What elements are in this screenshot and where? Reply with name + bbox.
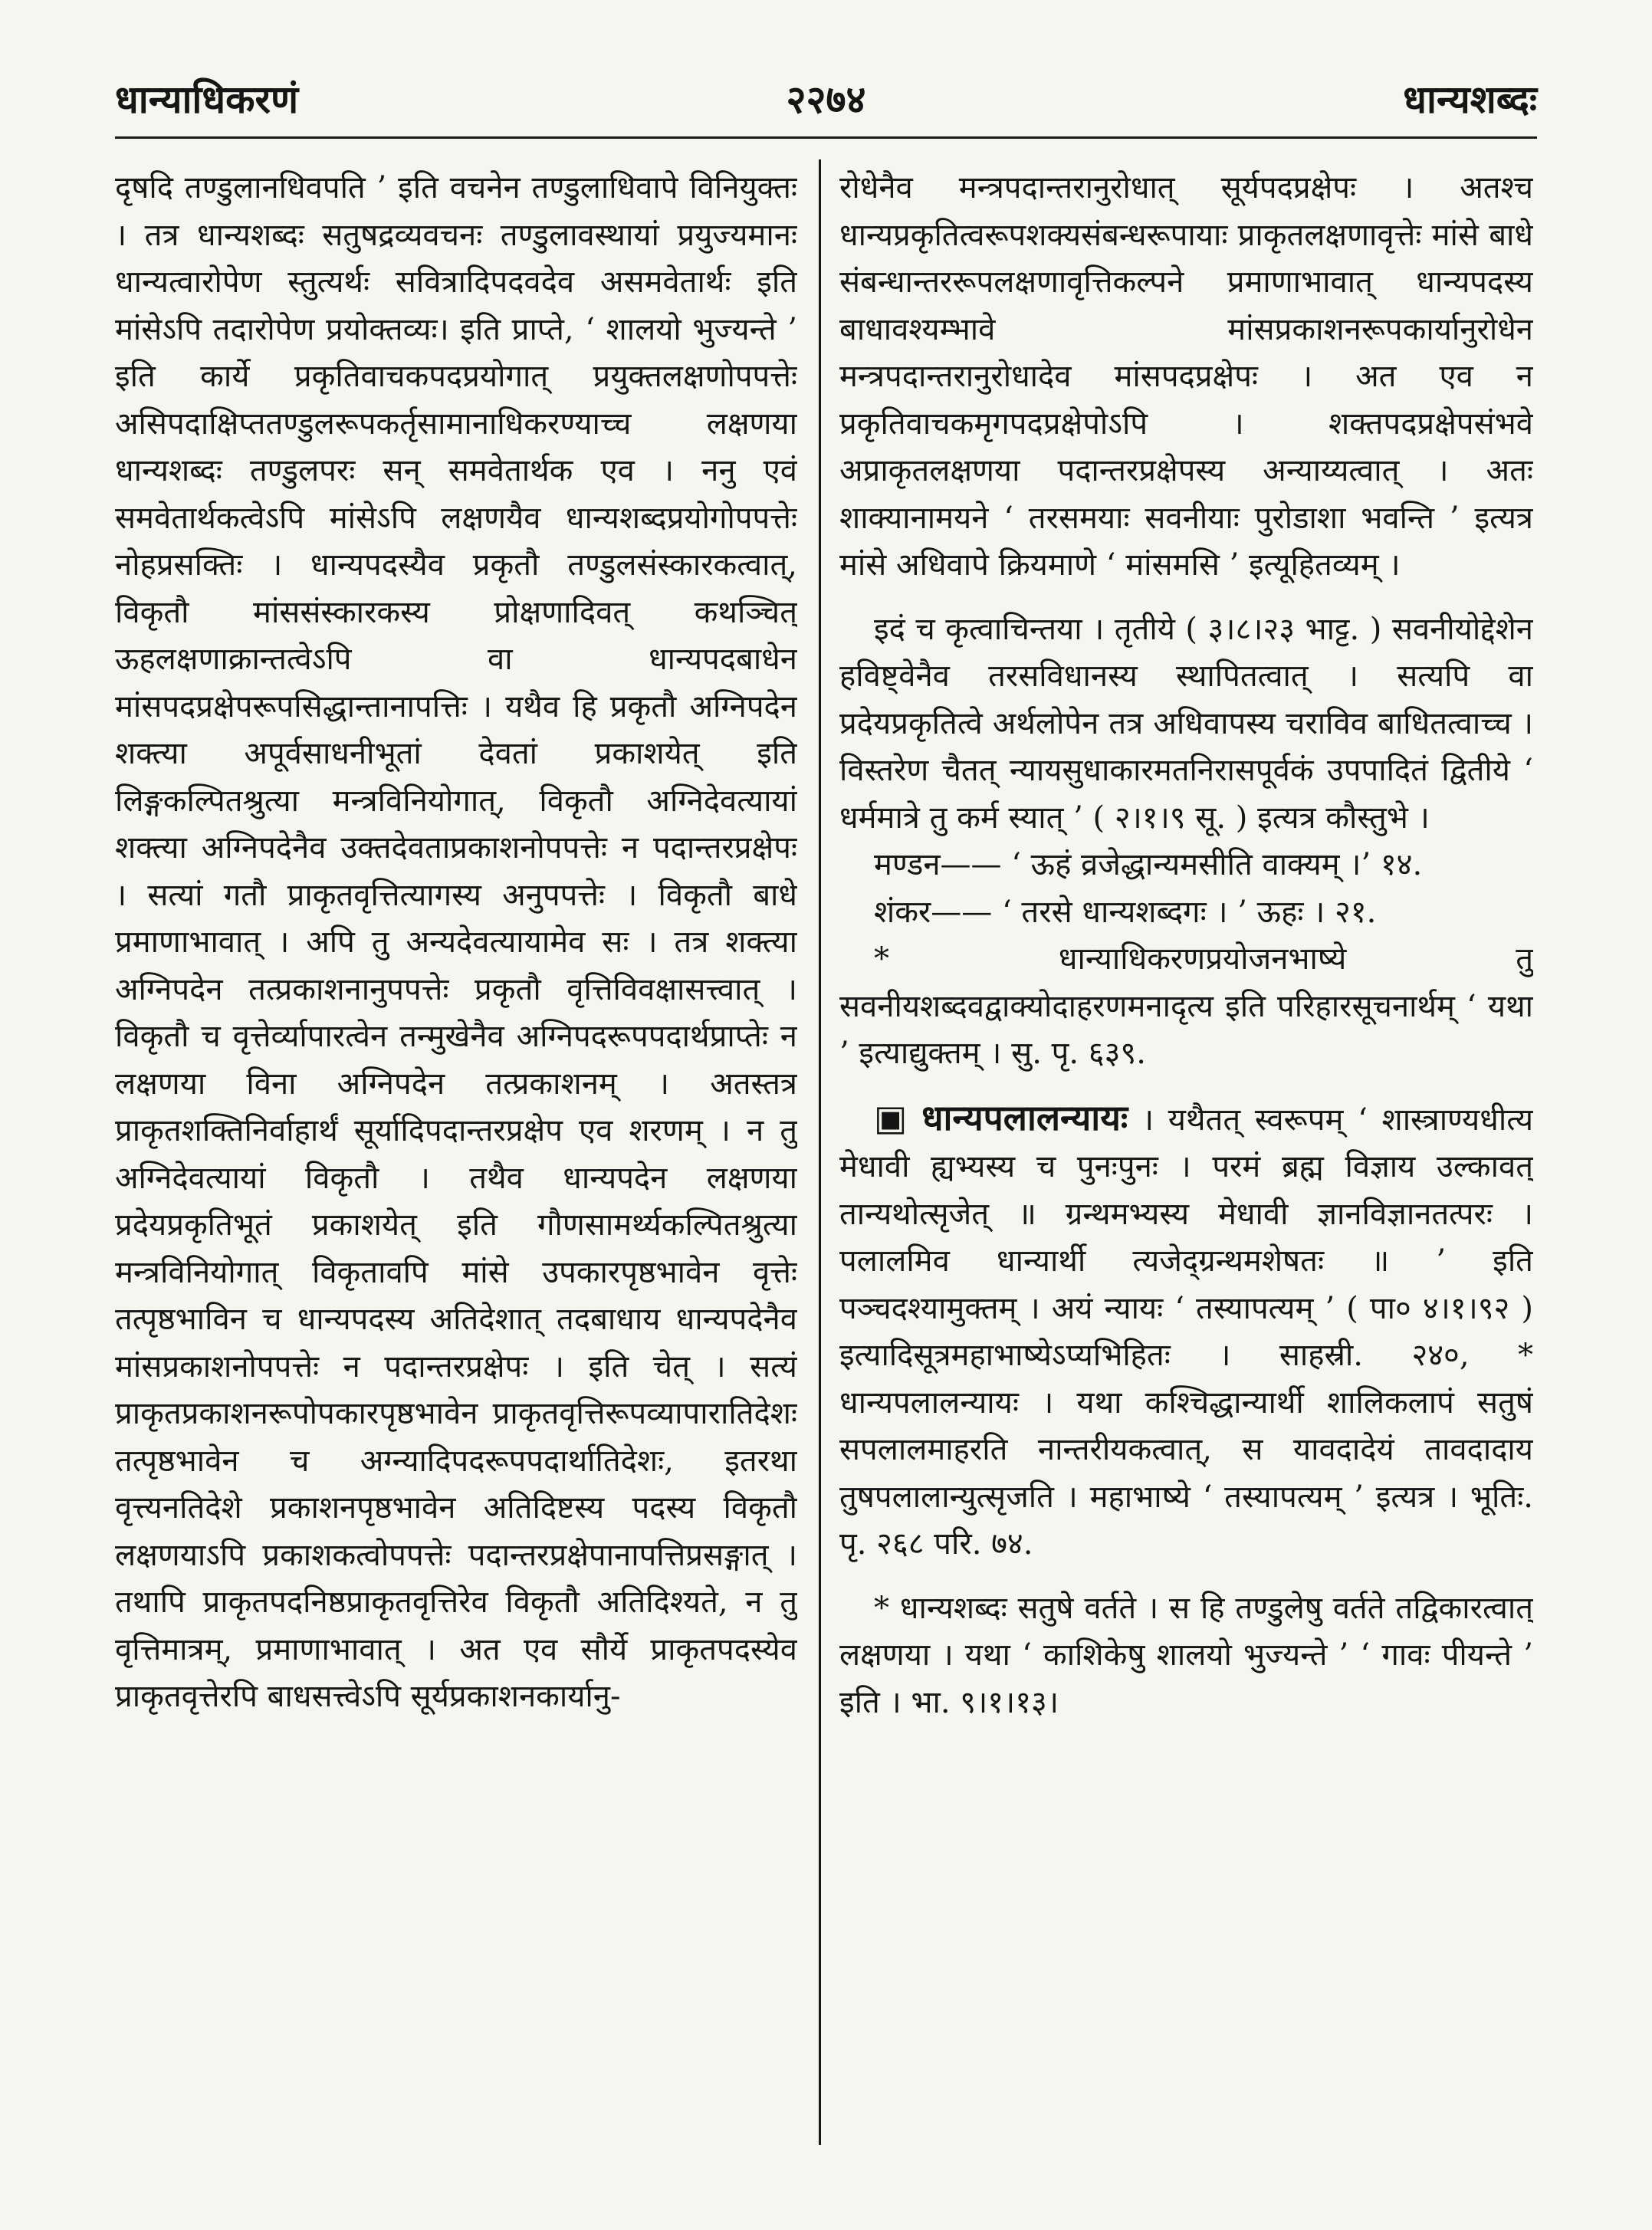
right-paragraph-1: रोधेनैव मन्त्रपदान्तरानुरोधात् सूर्यपदप्रक्षेपः । अतश्च धान्यप्रकृतित्वरूपशक्यसंबन्धरूपायाः प्राकृतलक्षणावृत्तेः मांसे बाधे संबन्धान्तररूपलक्षणावृत्तिकल्पने प्रमाणाभावात् धान्यपदस्य बाधावश्यम्भावे मांसप्रकाशनरूपकार्यानुरोधेन मन्त्रपदान्तरानुरोधादेव मांसपदप्रक्षेपः । अत एव न प्रकृतिवाचकमृगपदप्रक्षेपोऽपि । शक्तपदप्रक्षेपसंभवे अप्राकृतलक्षणया पदान्तरप्रक्षेपस्य अन्याय्यत्वात् । अतः शाक्यानामयने ‘ तरसमयाः सवनीयाः पुरोडाशा भवन्ति ’ इत्यत्र मांसे अधिवापे क्रियमाणे ‘ मांसमसि ’ इत्यूहितव्यम् । [839, 170, 1533, 583]
section-mark-icon: ▣ [874, 1096, 908, 1138]
page-header [115, 73, 1537, 134]
reference-mandana: मण्डन—— ‘ ऊहं व्रजेद्धान्यमसीति वाक्यम् ।’ १४. [874, 847, 1423, 882]
reference-shankara: शंकर—— ‘ तरसे धान्यशब्दगः । ’ ऊहः । २१. [874, 894, 1377, 930]
column-divider [819, 159, 821, 2145]
right-column [839, 165, 1533, 2143]
nyaya-title: धान्यपलालन्यायः [921, 1096, 1128, 1138]
right-paragraph-5: * धान्यशब्दः सतुषे वर्तते । स हि तण्डुलेषु वर्तते तद्विकारत्वात् लक्षणया । यथा ‘ काशिकेषु शालयो भुज्यन्ते ’ ‘ गावः पीयन्ते ’ इति । भा. ९।१।१३। [839, 1590, 1533, 1720]
header-rule [115, 136, 1537, 139]
header-left-title: धान्याधिकरणं [115, 77, 299, 122]
nyaya-body: । यथैतत् स्वरूपम् ‘ शास्त्राण्यधीत्य मेधावी ह्यभ्यस्य च पुनःपुनः । परमं ब्रह्म विज्ञाय उल्कावत् तान्यथोत्सृजेत् ॥ ग्रन्थमभ्यस्य मेधावी ज्ञानविज्ञानतत्परः । पलालमिव धान्यार्थी त्यजेद्ग्रन्थमशेषतः ॥ ’ इति पञ्चदश्यामुक्तम् । अयं न्यायः ‘ तस्यापत्यम् ’ ( पा० ४।१।९२ ) इत्यादिसूत्रमहाभाष्येऽप्यभिहितः । साहस्री. २४०, * धान्यपलालन्यायः । यथा कश्चिद्धान्यार्थी शालिकलापं सतुषं सपलालमाहरति नान्तरीयकत्वात्, स यावदादेयं तावदादाय तुषपलालान्युत्सृजति । महाभाष्ये ‘ तस्यापत्यम् ’ इत्यत्र । भूतिः. पृ. २६८ परि. ७४. [839, 1102, 1533, 1562]
page-number: २२७४ [786, 77, 866, 122]
left-column [115, 165, 797, 2143]
left-paragraph-1: दृषदि तण्डुलानधिवपति ’ इति वचनेन तण्डुलाधिवापे विनियुक्तः । तत्र धान्यशब्दः सतुषद्रव्यवचनः तण्डुलावस्थायां प्रयुज्यमानः धान्यत्वारोपेण स्तुत्यर्थः सवित्रादिपदवदेव असमवेतार्थः इति मांसेऽपि तदारोपेण प्रयोक्तव्यः। इति प्राप्ते, ‘ शालयो भुज्यन्ते ’ इति कार्ये प्रकृतिवाचकपदप्रयोगात् प्रयुक्तलक्षणोपपत्तेः असिपदाक्षिप्ततण्डुलरूपकर्तृसामानाधिकरण्याच्च लक्षणया धान्यशब्दः तण्डुलपरः सन् समवेतार्थक एव । ननु एवं समवेतार्थकत्वेऽपि मांसेऽपि लक्षणयैव धान्यशब्दप्रयोगोपपत्तेः नोहप्रसक्तिः । धान्यपदस्यैव प्रकृतौ तण्डुलसंस्कारकत्वात्, विकृतौ मांससंस्कारकस्य प्रोक्षणादिवत् कथञ्चित् ऊहलक्षणाक्रान्तत्वेऽपि वा धान्यपदबाधेन मांसपदप्रक्षेपरूपसिद्धान्तानापत्तिः । यथैव हि प्रकृतौ अग्निपदेन शक्त्या अपूर्वसाधनीभूतां देवतां प्रकाशयेत् इति लिङ्गकल्पितश्रुत्या मन्त्रविनियोगात्, विकृतौ अग्निदेवत्यायां शक्त्या अग्निपदेनैव उक्तदेवताप्रकाशनोपपत्तेः न पदान्तरप्रक्षेपः । सत्यां गतौ प्राकृतवृत्तित्यागस्य अनुपपत्तेः । विकृतौ बाधे प्रमाणाभावात् । अपि तु अन्यदेवत्यायामेव सः । तत्र शक्त्या अग्निपदेन तत्प्रकाशनानुपपत्तेः प्रकृतौ वृत्तिविवक्षासत्त्वात् । विकृतौ च वृत्तेर्व्यापारत्वेन तन्मुखेनैव अग्निपदरूपपदार्थप्राप्तेः न लक्षणया विना अग्निपदेन तत्प्रकाशनम् । अतस्तत्र प्राकृतशक्तिनिर्वाहार्थं सूर्यादिपदान्तरप्रक्षेप एव शरणम् । न तु अग्निदेवत्यायां विकृतौ । तथैव धान्यपदेन लक्षणया प्रदेयप्रकृतिभूतं प्रकाशयेत् इति गौणसामर्थ्यकल्पितश्रुत्या मन्त्रविनियोगात् विकृतावपि मांसे उपकारपृष्ठभावेन वृत्तेः तत्पृष्ठभाविन च धान्यपदस्य अतिदेशात् तदबाधाय धान्यपदेनैव मांसप्रकाशनोपपत्तेः न पदान्तरप्रक्षेपः । इति चेत् । सत्यं प्राकृतप्रकाशनरूपोपकारपृष्ठभावेन प्राकृतवृत्तिरूपव्यापारातिदेशः तत्पृष्ठभावेन च अग्न्यादिपदरूपपदार्थातिदेशः, इतरथा वृत्त्यनतिदेशे प्रकाशनपृष्ठभावेन अतिदिष्टस्य पदस्य विकृतौ लक्षणयाऽपि प्रकाशकत्वोपपत्तेः पदान्तरप्रक्षेपानापत्तिप्रसङ्गात् । तथापि प्राकृतपदनिष्ठप्राकृतवृत्तिरेव विकृतौ अतिदिश्यते, न तु वृत्तिमात्रम्, प्रमाणाभावात् । अत एव सौर्ये प्राकृतपदस्येव प्राकृतवृत्तेरपि बाधसत्त्वेऽपि सूर्यप्रकाशनकार्यानु- [115, 170, 797, 1714]
right-paragraph-3: * धान्याधिकरणप्रयोजनभाष्ये तु सवनीयशब्दवद्वाक्योदाहरणमनादृत्य इति परिहारसूचनार्थम् ‘ यथा ’ इत्याद्युक्तम् । सु. पृ. ६३९. [839, 941, 1533, 1071]
header-right-title: धान्यशब्दः [1403, 77, 1537, 122]
right-paragraph-4 [839, 1095, 1533, 1568]
right-paragraph-2: इदं च कृत्वाचिन्तया । तृतीये ( ३।८।२३ भाट्ट. ) सवनीयोद्देशेन हविष्ट्वेनैव तरसविधानस्य स्थापितत्वात् । सत्यपि वा प्रदेयप्रकृतित्वे अर्थलोपेन तत्र अधिवापस्य चराविव बाधितत्वाच्च । विस्तरेण चैतत् न्यायसुधाकारमतनिरासपूर्वकं उपपादितं द्वितीये ‘ धर्ममात्रे तु कर्म स्यात् ’ ( २।१।९ सू. ) इत्यत्र कौस्तुभे । [839, 611, 1533, 836]
